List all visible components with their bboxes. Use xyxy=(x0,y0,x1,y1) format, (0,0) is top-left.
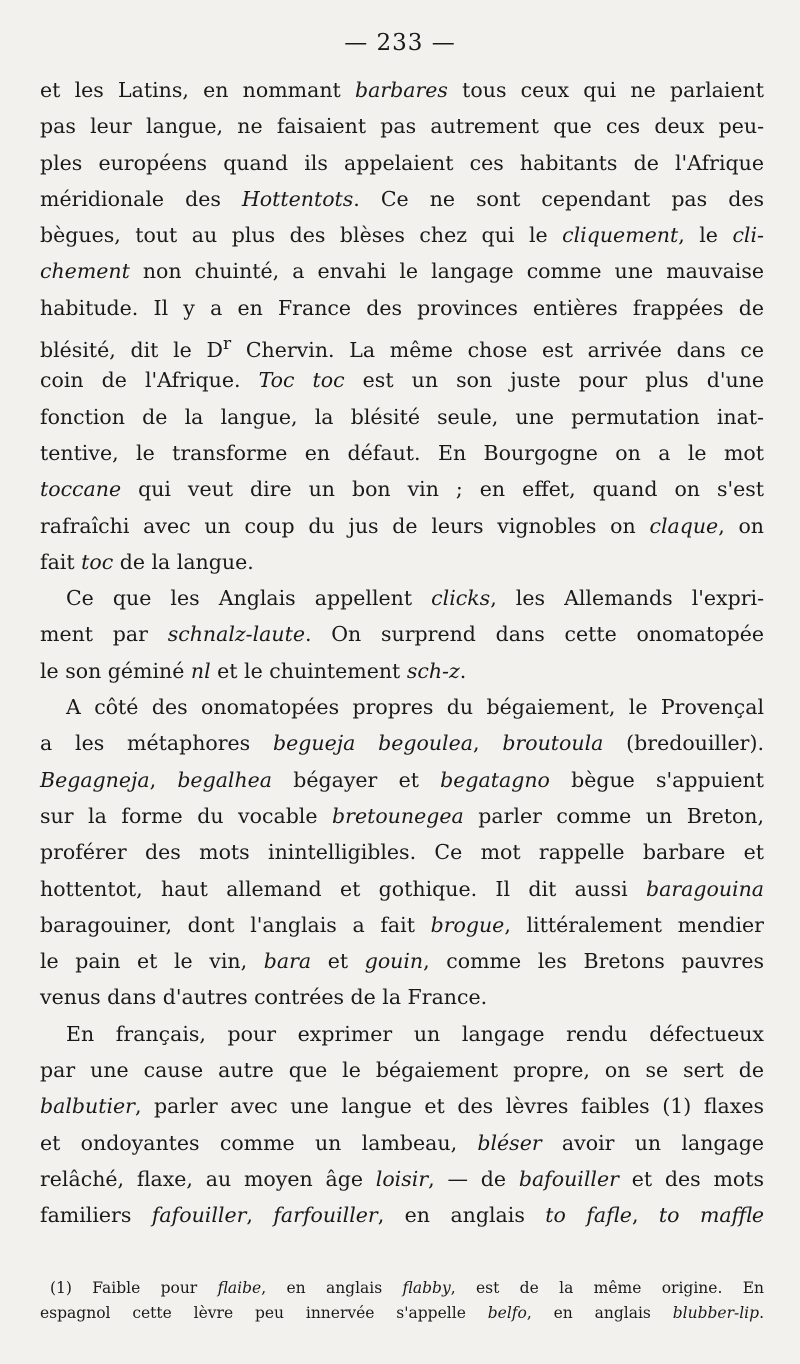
text-line: fonction de la langue, la blésité seule, une permutation inat- xyxy=(40,404,764,429)
text-line: A côté des onomatopées propres du bégaiement, le Provençal xyxy=(66,695,764,720)
text-line: chement non chuinté, a envahi le langage comme une mauvaise xyxy=(40,259,764,284)
text-line: venus dans d'autres contrées de la France. xyxy=(40,985,488,1010)
text-line: et les Latins, en nommant barbares tous ceux qui ne parlaient xyxy=(40,78,764,102)
footnote-line: (1) Faible pour flaibe, en anglais flabby, est de la même origine. En xyxy=(50,1279,765,1297)
text-line: Ce que les Anglais appellent clicks, les Allemands l'expri- xyxy=(66,586,764,611)
text-line: blésité, dit le $D^r$ Chervin. La même chose est arrivée dans ce xyxy=(40,334,764,362)
text-line: fait toc de la langue. xyxy=(40,549,254,574)
text-line: baragouiner, dont l'anglais a fait brogue, littéralement mendier xyxy=(40,912,764,937)
text-line: familiers fafouiller, farfouiller, en anglais to fafle, to maffle xyxy=(40,1203,764,1228)
text-line: En français, pour exprimer un langage rendu défectueux xyxy=(66,1021,764,1046)
text-line: bègues, tout au plus des blèses chez qui le cliquement, le cli- xyxy=(40,223,764,248)
text-line: sur la forme du vocable bretounegea parler comme un Breton, xyxy=(40,803,765,828)
text-line: tentive, le transforme en défaut. En Bourgogne on a le mot xyxy=(40,440,764,465)
page-number: — 233 — xyxy=(344,30,456,56)
text-line: et ondoyantes comme un lambeau, bléser avoir un langage xyxy=(40,1130,764,1155)
footnote-line: espagnol cette lèvre peu innervée s'appelle belfo, en anglais blubber-lip. xyxy=(40,1304,765,1322)
text-line: toccane qui veut dire un bon vin ; en effet, quand on s'est xyxy=(40,477,764,502)
text-line: Begagneja, begalhea bégayer et begatagno bègue s'appuient xyxy=(40,767,764,792)
text-line: relâché, flaxe, au moyen âge loisir, — de bafouiller et des mots xyxy=(40,1166,765,1191)
body-text xyxy=(40,72,764,1234)
text-line: habitude. Il y a en France des provinces entières frappées de xyxy=(40,295,764,320)
text-line: hottentot, haut allemand et gothique. Il dit aussi baragouina xyxy=(40,876,764,901)
text-line: pas leur langue, ne faisaient pas autrement que ces deux peu- xyxy=(40,114,764,139)
text-line: proférer des mots inintelligibles. Ce mot rappelle barbare et xyxy=(40,840,764,865)
text-line: coin de l'Afrique. Toc toc est un son juste pour plus d'une xyxy=(40,368,764,393)
text-line: rafraîchi avec un coup du jus de leurs vignobles on claque, on xyxy=(40,513,764,538)
text-line: balbutier, parler avec une langue et des lèvres faibles (1) flaxes xyxy=(40,1094,764,1119)
text-line: a les métaphores begueja begoulea, broutoula (bredouiller). xyxy=(40,731,764,756)
text-line: le pain et le vin, bara et gouin, comme les Bretons pauvres xyxy=(40,949,764,974)
text-line: ment par schnalz-laute. On surprend dans cette onomatopée xyxy=(40,622,764,647)
text-line: le son géminé nl et le chuintement sch-z. xyxy=(40,658,467,683)
text-line: par une cause autre que le bégaiement propre, on se sert de xyxy=(40,1058,764,1083)
text-line: méridionale des Hottentots. Ce ne sont cependant pas des xyxy=(40,186,764,211)
footnotes xyxy=(40,1276,764,1326)
text-line: ples européens quand ils appelaient ces habitants de l'Afrique xyxy=(40,150,764,175)
